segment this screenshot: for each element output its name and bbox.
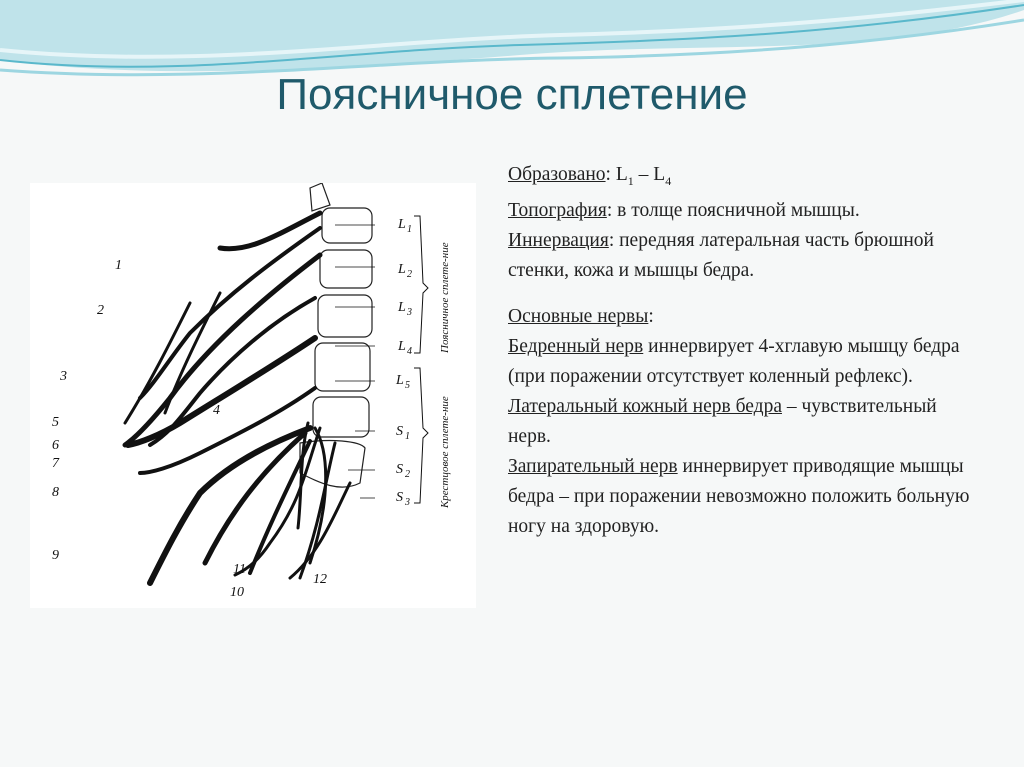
obturator-nerve-line: Запирательный нерв иннервирует приводящие мышцы бедра – при поражении невозможно положить больную ногу на здоровую. — [508, 455, 970, 537]
svg-text:2: 2 — [407, 269, 412, 280]
svg-text:6: 6 — [52, 438, 59, 453]
svg-text:5: 5 — [405, 380, 410, 391]
innervation-line: Иннервация: передняя латеральная часть брюшной стенки, кожа и мышцы бедра. — [508, 229, 934, 281]
svg-text:1: 1 — [407, 224, 412, 235]
svg-text:7: 7 — [52, 456, 59, 471]
svg-text:8: 8 — [52, 485, 59, 500]
svg-text:L: L — [398, 339, 406, 354]
svg-text:4: 4 — [407, 346, 412, 357]
formed-label: Образовано — [508, 164, 606, 185]
svg-text:L: L — [398, 300, 406, 315]
femoral-nerve-line: Бедренный нерв иннервирует 4-хглавую мышцу бедра (при поражении отсутствует коленный рефлекс). — [508, 335, 960, 387]
femoral-nerve-label: Бедренный нерв — [508, 335, 644, 357]
slide-title: Поясничное сплетение — [276, 70, 748, 119]
svg-text:S: S — [396, 462, 403, 477]
main-nerves-label: Основные нервы — [508, 305, 649, 327]
svg-text:3: 3 — [60, 369, 67, 384]
innervation-label: Иннервация — [508, 229, 609, 251]
svg-text:1: 1 — [405, 431, 410, 442]
svg-text:1: 1 — [115, 258, 122, 273]
svg-text:10: 10 — [230, 585, 244, 600]
svg-text:L: L — [398, 262, 406, 277]
svg-text:5: 5 — [52, 415, 59, 430]
lateral-nerve-line: Латеральный кожный нерв бедра – чувствительный нерв. — [508, 395, 937, 447]
svg-text:3: 3 — [405, 497, 410, 508]
svg-text:S: S — [396, 424, 403, 439]
svg-text:S: S — [396, 490, 403, 505]
lateral-nerve-label: Латеральный кожный нерв бедра — [508, 395, 782, 417]
formed-line: Образовано: $L_1 - L_4$ — [508, 164, 672, 188]
main-nerves-heading: Основные нервы: — [508, 305, 654, 327]
svg-text:4: 4 — [213, 403, 220, 418]
svg-text:2: 2 — [97, 303, 104, 318]
svg-text:3: 3 — [407, 307, 412, 318]
lumbar-plexus-diagram — [30, 183, 476, 608]
content-text — [508, 160, 978, 542]
svg-text:2: 2 — [405, 469, 410, 480]
topography-line: Топография: в толще поясничной мышцы. — [508, 199, 860, 221]
svg-text:9: 9 — [52, 548, 59, 563]
topography-label: Топография — [508, 199, 607, 221]
obturator-nerve-label: Запирательный нерв — [508, 455, 678, 477]
brace-label-lumbar: Поясничное сплете-ние — [439, 242, 451, 353]
svg-text:11: 11 — [233, 562, 246, 577]
brace-label-sacral: Крестцовое сплете-ние — [439, 396, 451, 508]
svg-text:L: L — [398, 217, 406, 232]
svg-text:12: 12 — [313, 572, 327, 587]
svg-text:L: L — [396, 373, 404, 388]
